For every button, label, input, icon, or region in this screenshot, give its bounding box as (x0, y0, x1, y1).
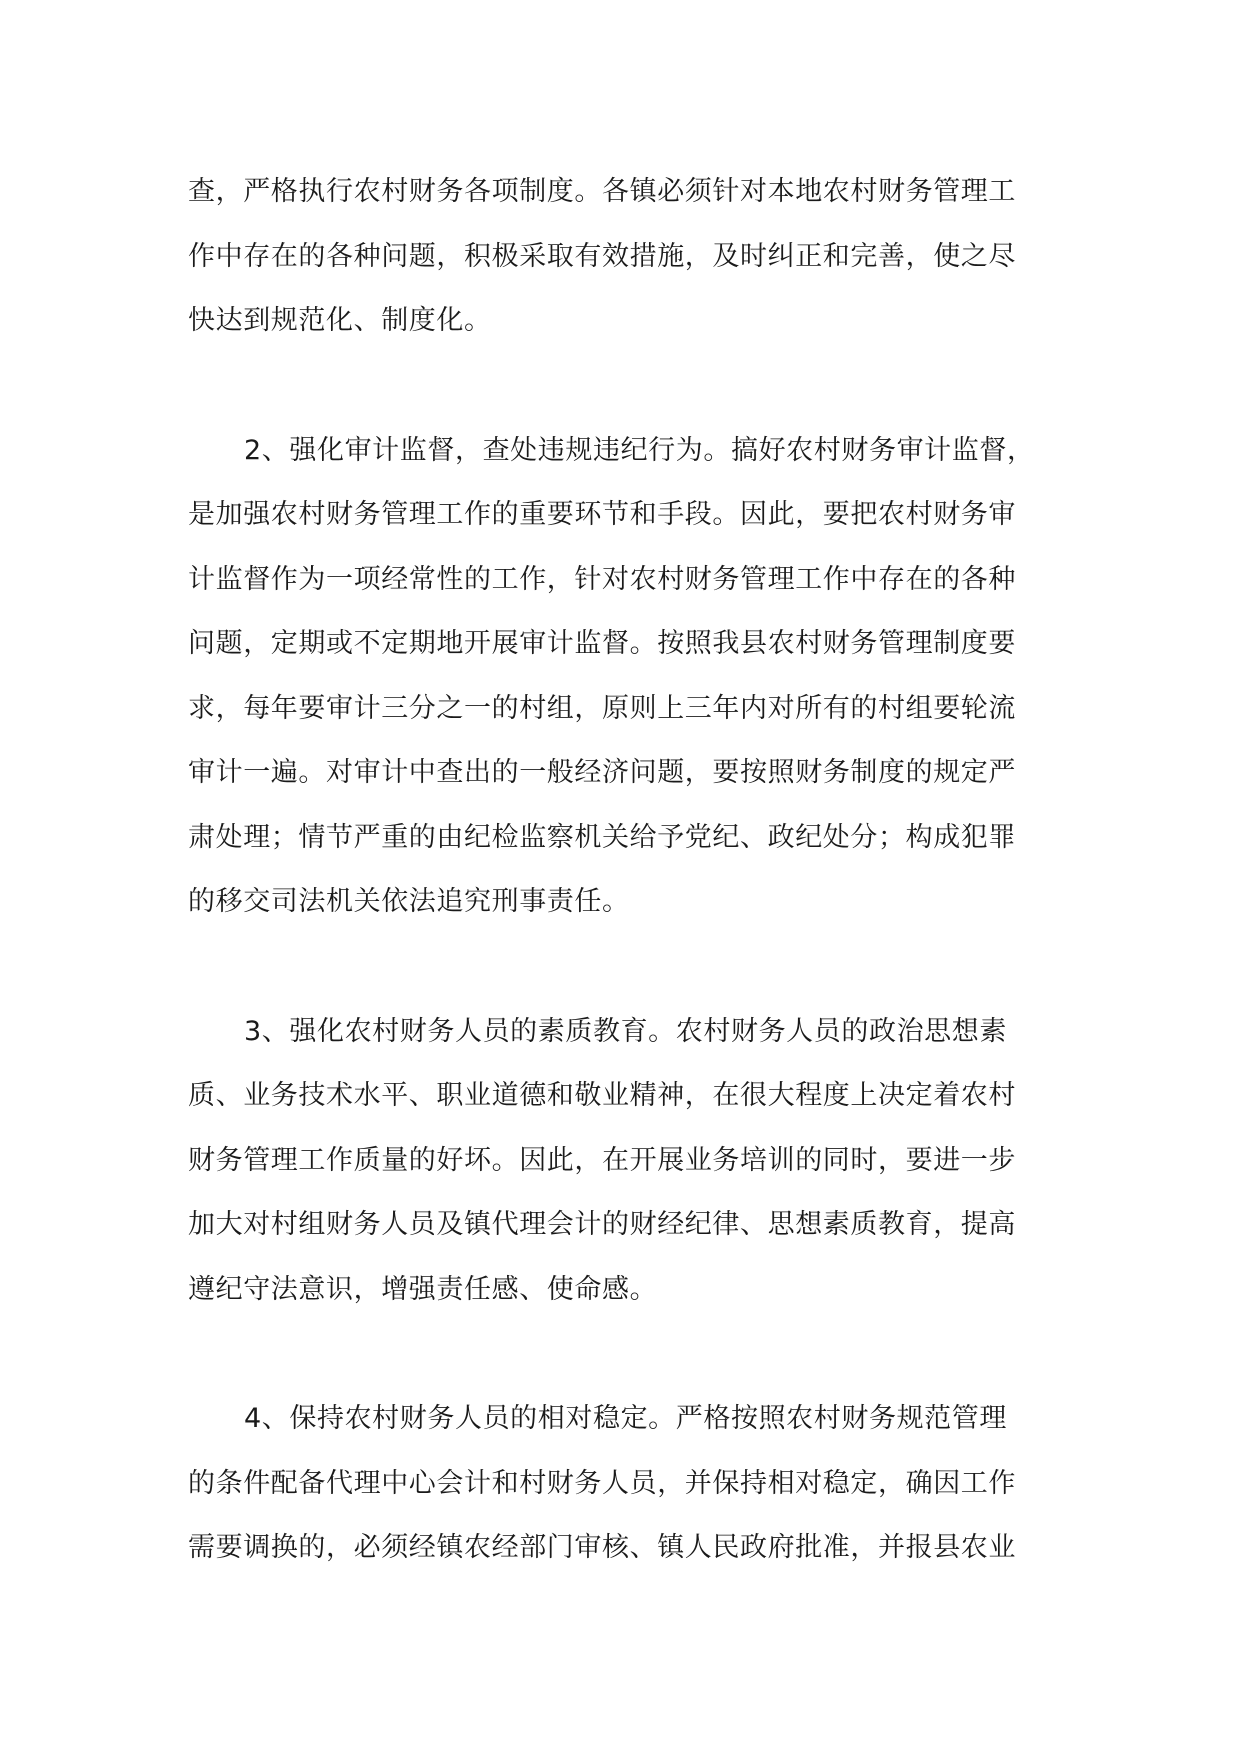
text-line: 2、强化审计监督，查处违规违纪行为。搞好农村财务审计监督， (244, 434, 1035, 466)
text-line: 作中存在的各种问题，积极采取有效措施，及时纠正和完善，使之尽 (188, 240, 1016, 272)
document-body (188, 160, 1068, 1646)
text-line: 计监督作为一项经常性的工作，针对农村财务管理工作中存在的各种 (188, 563, 1016, 595)
text-line: 快达到规范化、制度化。 (188, 305, 492, 336)
text-line: 查，严格执行农村财务各项制度。各镇必须针对本地农村财务管理工 (188, 176, 1016, 207)
paragraph-quality-education (188, 1000, 1068, 1323)
text-line: 加大对村组财务人员及镇代理会计的财经纪律、思想素质教育，提高 (188, 1209, 1016, 1240)
text-line: 求，每年要审计三分之一的村组，原则上三年内对所有的村组要轮流 (188, 692, 1016, 724)
text-line: 肃处理；情节严重的由纪检监察机关给予党纪、政纪处分；构成犯罪 (188, 821, 1016, 853)
text-line: 是加强农村财务管理工作的重要环节和手段。因此，要把农村财务审 (188, 499, 1016, 530)
text-line: 问题，定期或不定期地开展审计监督。按照我县农村财务管理制度要 (188, 628, 1016, 659)
paragraph-staff-stability (188, 1387, 1068, 1581)
text-line: 质、业务技术水平、职业道德和敬业精神，在很大程度上决定着农村 (188, 1080, 1016, 1111)
text-line: 审计一遍。对审计中查出的一般经济问题，要按照财务制度的规定严 (188, 757, 1016, 788)
text-line: 的条件配备代理中心会计和村财务人员，并保持相对稳定，确因工作 (188, 1467, 1016, 1499)
text-line: 4、保持农村财务人员的相对稳定。严格按照农村财务规范管理 (244, 1403, 1007, 1434)
text-line: 遵纪守法意识，增强责任感、使命感。 (188, 1273, 658, 1305)
paragraph-audit-supervision (188, 419, 1068, 935)
text-line: 财务管理工作质量的好坏。因此，在开展业务培训的同时，要进一步 (188, 1144, 1016, 1176)
text-line: 3、强化农村财务人员的素质教育。农村财务人员的政治思想素 (244, 1015, 1007, 1047)
text-line: 需要调换的，必须经镇农经部门审核、镇人民政府批准，并报县农业 (188, 1532, 1016, 1563)
paragraph-continuation (188, 160, 1068, 354)
text-line: 的移交司法机关依法追究刑事责任。 (188, 886, 630, 917)
